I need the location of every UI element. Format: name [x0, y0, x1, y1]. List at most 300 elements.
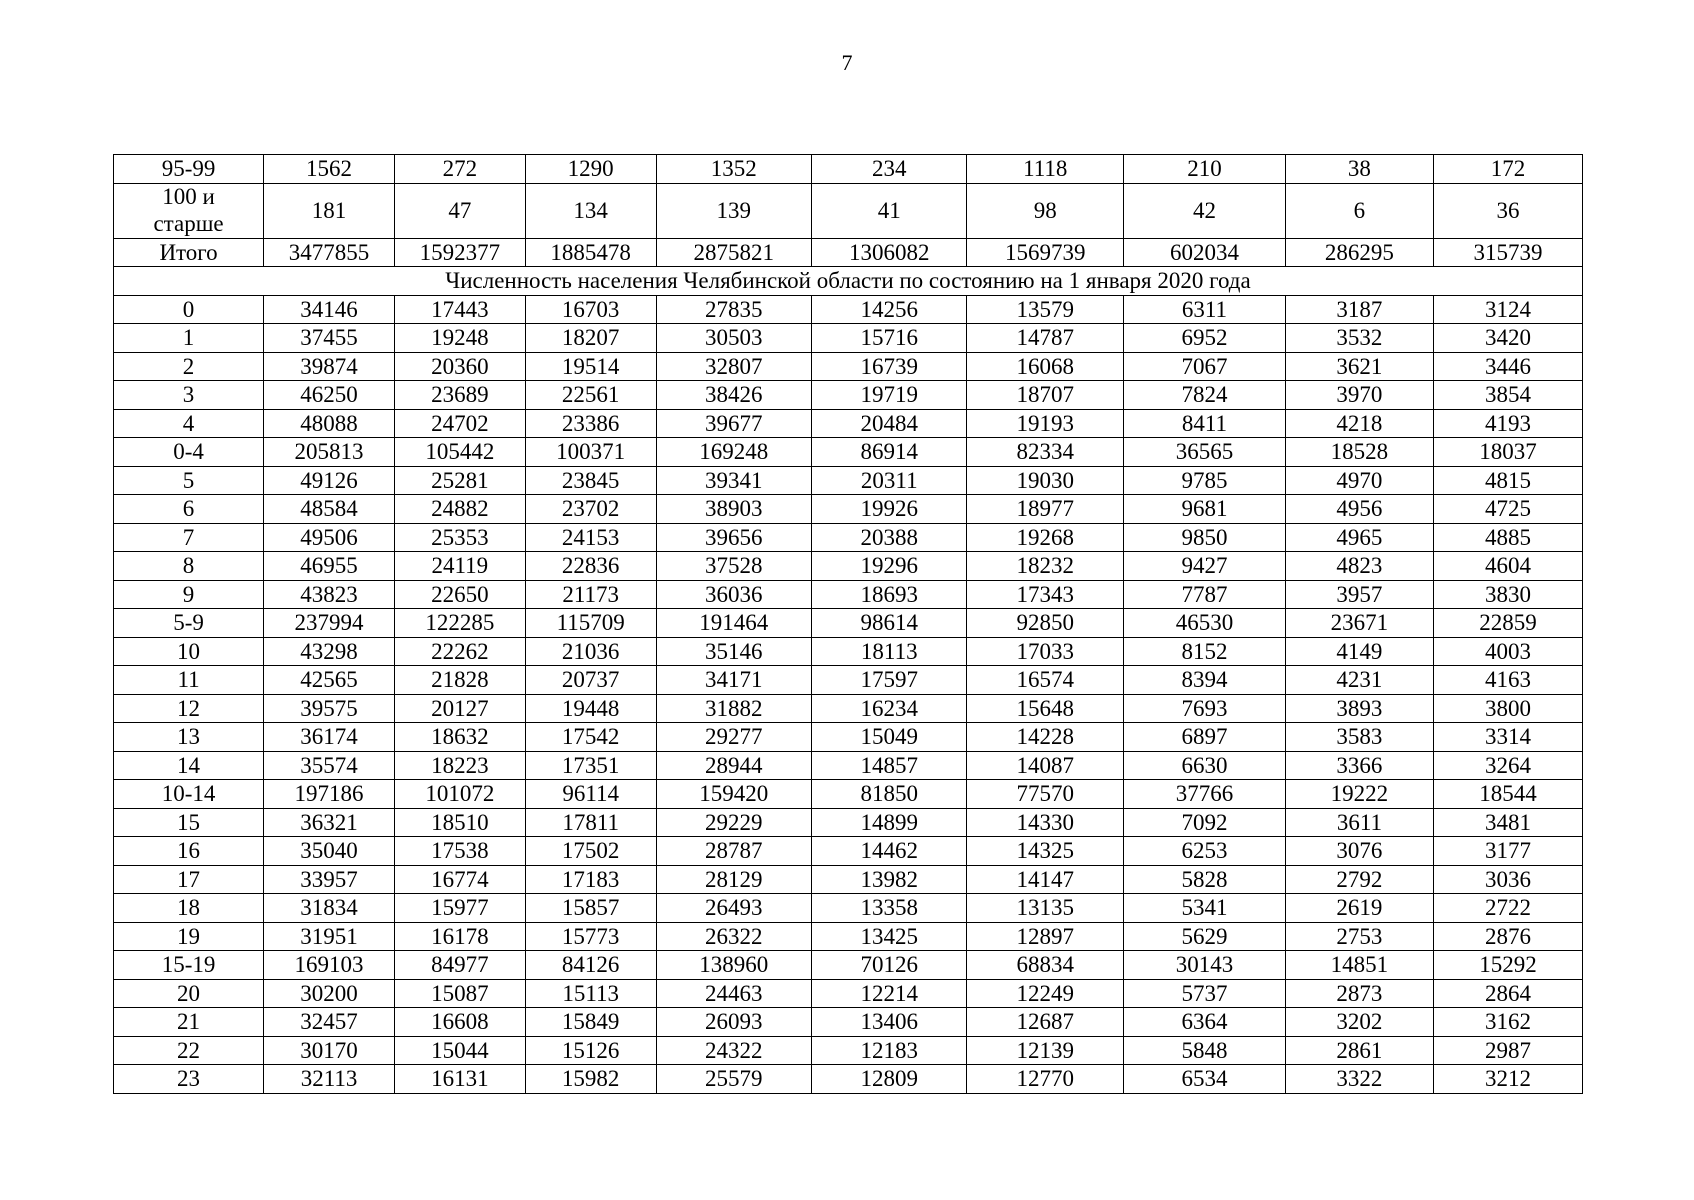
- table-cell: 4815: [1433, 466, 1582, 495]
- table-cell: 6630: [1124, 751, 1286, 780]
- table-cell: 82334: [967, 438, 1124, 467]
- table-cell: 24463: [656, 979, 811, 1008]
- table-cell: 30170: [264, 1036, 395, 1065]
- table-cell: 25353: [394, 523, 525, 552]
- table-cell: 77570: [967, 780, 1124, 809]
- table-cell: 17343: [967, 580, 1124, 609]
- row-label: 17: [114, 865, 264, 894]
- row-label: 16: [114, 837, 264, 866]
- table-cell: 4725: [1433, 495, 1582, 524]
- table-cell: 32113: [264, 1065, 395, 1094]
- table-cell: 4163: [1433, 666, 1582, 695]
- table-cell: 3124: [1433, 295, 1582, 324]
- table-row: [114, 1036, 1583, 1065]
- table-cell: 3957: [1285, 580, 1433, 609]
- table-cell: 23671: [1285, 609, 1433, 638]
- table-row: [114, 523, 1583, 552]
- table-cell: 22836: [525, 552, 656, 581]
- table-cell: 20737: [525, 666, 656, 695]
- table-cell: 31882: [656, 694, 811, 723]
- table-cell: 12214: [812, 979, 967, 1008]
- row-label: 22: [114, 1036, 264, 1065]
- table-cell: 18528: [1285, 438, 1433, 467]
- table-cell: 18510: [394, 808, 525, 837]
- table-cell: 3076: [1285, 837, 1433, 866]
- table-cell: 9785: [1124, 466, 1286, 495]
- table-cell: 17542: [525, 723, 656, 752]
- table-section-header: [114, 267, 1583, 296]
- table-cell: 24153: [525, 523, 656, 552]
- table-cell: 8152: [1124, 637, 1286, 666]
- table-row: [114, 552, 1583, 581]
- row-label: 4: [114, 409, 264, 438]
- table-cell: 115709: [525, 609, 656, 638]
- table-cell: 4823: [1285, 552, 1433, 581]
- table-cell: 234: [812, 155, 967, 184]
- table-cell: 16234: [812, 694, 967, 723]
- table-cell: 134: [525, 183, 656, 238]
- table-cell: 3830: [1433, 580, 1582, 609]
- table-cell: 3532: [1285, 324, 1433, 353]
- table-cell: 19268: [967, 523, 1124, 552]
- table-cell: 15049: [812, 723, 967, 752]
- table-cell: 3036: [1433, 865, 1582, 894]
- table-row: [114, 381, 1583, 410]
- table-cell: 18232: [967, 552, 1124, 581]
- table-cell: 42565: [264, 666, 395, 695]
- table-cell: 16608: [394, 1008, 525, 1037]
- table-cell: 1885478: [525, 238, 656, 267]
- table-cell: 98: [967, 183, 1124, 238]
- table-cell: 3893: [1285, 694, 1433, 723]
- row-label: 0-4: [114, 438, 264, 467]
- row-label: 10: [114, 637, 264, 666]
- table-cell: 100371: [525, 438, 656, 467]
- population-table: [113, 154, 1583, 1094]
- table-cell: 5848: [1124, 1036, 1286, 1065]
- table-cell: 23689: [394, 381, 525, 410]
- table-cell: 6311: [1124, 295, 1286, 324]
- row-label: Итого: [114, 238, 264, 267]
- table-cell: 19514: [525, 352, 656, 381]
- table-cell: 15126: [525, 1036, 656, 1065]
- table-cell: 3583: [1285, 723, 1433, 752]
- table-cell: 17033: [967, 637, 1124, 666]
- table-cell: 39341: [656, 466, 811, 495]
- table-row: [114, 609, 1583, 638]
- table-cell: 13135: [967, 894, 1124, 923]
- table-cell: 1352: [656, 155, 811, 184]
- table-cell: 15977: [394, 894, 525, 923]
- table-cell: 1306082: [812, 238, 967, 267]
- row-label: 12: [114, 694, 264, 723]
- table-cell: 6534: [1124, 1065, 1286, 1094]
- table-row: [114, 865, 1583, 894]
- table-row: [114, 894, 1583, 923]
- table-row: [114, 155, 1583, 184]
- table-cell: 159420: [656, 780, 811, 809]
- table-cell: 4003: [1433, 637, 1582, 666]
- table-cell: 16739: [812, 352, 967, 381]
- table-cell: 38: [1285, 155, 1433, 184]
- table-cell: 28129: [656, 865, 811, 894]
- table-cell: 3621: [1285, 352, 1433, 381]
- row-label: 2: [114, 352, 264, 381]
- table-cell: 14147: [967, 865, 1124, 894]
- table-cell: 1562: [264, 155, 395, 184]
- table-cell: 5737: [1124, 979, 1286, 1008]
- table-cell: 39575: [264, 694, 395, 723]
- table-cell: 84126: [525, 951, 656, 980]
- table-cell: 24882: [394, 495, 525, 524]
- row-label: 95-99: [114, 155, 264, 184]
- table-cell: 197186: [264, 780, 395, 809]
- table-cell: 19222: [1285, 780, 1433, 809]
- table-cell: 4965: [1285, 523, 1433, 552]
- table-cell: 15849: [525, 1008, 656, 1037]
- table-cell: 6364: [1124, 1008, 1286, 1037]
- table-row: [114, 409, 1583, 438]
- table-cell: 181: [264, 183, 395, 238]
- table-cell: 30200: [264, 979, 395, 1008]
- table-cell: 6952: [1124, 324, 1286, 353]
- table-cell: 17351: [525, 751, 656, 780]
- table-cell: 14256: [812, 295, 967, 324]
- table-cell: 6253: [1124, 837, 1286, 866]
- table-cell: 23386: [525, 409, 656, 438]
- table-cell: 3177: [1433, 837, 1582, 866]
- row-label: 3: [114, 381, 264, 410]
- table-cell: 27835: [656, 295, 811, 324]
- table-cell: 98614: [812, 609, 967, 638]
- table-cell: 3477855: [264, 238, 395, 267]
- table-cell: 68834: [967, 951, 1124, 980]
- row-label: 15-19: [114, 951, 264, 980]
- table-cell: 9427: [1124, 552, 1286, 581]
- table-cell: 2722: [1433, 894, 1582, 923]
- table-row: [114, 694, 1583, 723]
- table-cell: 18632: [394, 723, 525, 752]
- table-cell: 21173: [525, 580, 656, 609]
- table-cell: 602034: [1124, 238, 1286, 267]
- table-cell: 25281: [394, 466, 525, 495]
- table-cell: 36565: [1124, 438, 1286, 467]
- table-row: [114, 466, 1583, 495]
- table-cell: 101072: [394, 780, 525, 809]
- table-cell: 84977: [394, 951, 525, 980]
- table-cell: 1569739: [967, 238, 1124, 267]
- table-cell: 15716: [812, 324, 967, 353]
- table-cell: 26493: [656, 894, 811, 923]
- table-cell: 32807: [656, 352, 811, 381]
- table-cell: 13579: [967, 295, 1124, 324]
- table-cell: 9850: [1124, 523, 1286, 552]
- table-cell: 48584: [264, 495, 395, 524]
- table-cell: 21828: [394, 666, 525, 695]
- table-cell: 1290: [525, 155, 656, 184]
- table-cell: 3264: [1433, 751, 1582, 780]
- table-cell: 17443: [394, 295, 525, 324]
- table-row: [114, 837, 1583, 866]
- table-cell: 32457: [264, 1008, 395, 1037]
- table-cell: 2876: [1433, 922, 1582, 951]
- table-cell: 42: [1124, 183, 1286, 238]
- row-label: 9: [114, 580, 264, 609]
- table-cell: 18707: [967, 381, 1124, 410]
- table-cell: 14087: [967, 751, 1124, 780]
- table-cell: 4149: [1285, 637, 1433, 666]
- table-cell: 14462: [812, 837, 967, 866]
- table-cell: 37528: [656, 552, 811, 581]
- table-cell: 46530: [1124, 609, 1286, 638]
- row-label: 23: [114, 1065, 264, 1094]
- table-row: [114, 1008, 1583, 1037]
- table-cell: 315739: [1433, 238, 1582, 267]
- table-cell: 26322: [656, 922, 811, 951]
- table-cell: 5341: [1124, 894, 1286, 923]
- table-cell: 30503: [656, 324, 811, 353]
- table-cell: 7693: [1124, 694, 1286, 723]
- table-cell: 36036: [656, 580, 811, 609]
- table-cell: 20388: [812, 523, 967, 552]
- table-cell: 19296: [812, 552, 967, 581]
- table-cell: 25579: [656, 1065, 811, 1094]
- table-cell: 18223: [394, 751, 525, 780]
- table-cell: 16703: [525, 295, 656, 324]
- table-cell: 36321: [264, 808, 395, 837]
- table-cell: 3322: [1285, 1065, 1433, 1094]
- table-cell: 2619: [1285, 894, 1433, 923]
- row-label: 10-14: [114, 780, 264, 809]
- table-cell: 12139: [967, 1036, 1124, 1065]
- table-cell: 7092: [1124, 808, 1286, 837]
- table-cell: 48088: [264, 409, 395, 438]
- table-cell: 18977: [967, 495, 1124, 524]
- table-cell: 17502: [525, 837, 656, 866]
- table-cell: 16574: [967, 666, 1124, 695]
- table-cell: 14851: [1285, 951, 1433, 980]
- table-cell: 138960: [656, 951, 811, 980]
- table-cell: 46250: [264, 381, 395, 410]
- table-cell: 7824: [1124, 381, 1286, 410]
- table-row: [114, 580, 1583, 609]
- table-cell: 38903: [656, 495, 811, 524]
- table-cell: 2753: [1285, 922, 1433, 951]
- table-cell: 38426: [656, 381, 811, 410]
- table-cell: 286295: [1285, 238, 1433, 267]
- table-cell: 12897: [967, 922, 1124, 951]
- table-cell: 7787: [1124, 580, 1286, 609]
- table-cell: 4231: [1285, 666, 1433, 695]
- table-cell: 14857: [812, 751, 967, 780]
- table-cell: 13406: [812, 1008, 967, 1037]
- table-cell: 169103: [264, 951, 395, 980]
- row-label: 0: [114, 295, 264, 324]
- table-cell: 35040: [264, 837, 395, 866]
- table-cell: 41: [812, 183, 967, 238]
- row-label: 6: [114, 495, 264, 524]
- table-cell: 8394: [1124, 666, 1286, 695]
- table-cell: 18113: [812, 637, 967, 666]
- table-cell: 20311: [812, 466, 967, 495]
- table-cell: 12770: [967, 1065, 1124, 1094]
- table-cell: 14899: [812, 808, 967, 837]
- table-cell: 16774: [394, 865, 525, 894]
- table-cell: 33957: [264, 865, 395, 894]
- table-cell: 17811: [525, 808, 656, 837]
- table-cell: 22262: [394, 637, 525, 666]
- table-cell: 4956: [1285, 495, 1433, 524]
- table-cell: 4970: [1285, 466, 1433, 495]
- table-cell: 24702: [394, 409, 525, 438]
- table-cell: 17538: [394, 837, 525, 866]
- row-label: 13: [114, 723, 264, 752]
- table-cell: 13982: [812, 865, 967, 894]
- table-cell: 22859: [1433, 609, 1582, 638]
- table-cell: 15773: [525, 922, 656, 951]
- table-cell: 15292: [1433, 951, 1582, 980]
- table-row: [114, 324, 1583, 353]
- table-cell: 2873: [1285, 979, 1433, 1008]
- table-cell: 26093: [656, 1008, 811, 1037]
- table-cell: 49126: [264, 466, 395, 495]
- table-cell: 13358: [812, 894, 967, 923]
- table-cell: 4218: [1285, 409, 1433, 438]
- table-cell: 13425: [812, 922, 967, 951]
- table-row: [114, 666, 1583, 695]
- table-cell: 7067: [1124, 352, 1286, 381]
- table-cell: 24119: [394, 552, 525, 581]
- table-cell: 36174: [264, 723, 395, 752]
- row-label: 8: [114, 552, 264, 581]
- table-cell: 47: [394, 183, 525, 238]
- table-cell: 6: [1285, 183, 1433, 238]
- table-cell: 46955: [264, 552, 395, 581]
- table-cell: 12183: [812, 1036, 967, 1065]
- table-row: [114, 951, 1583, 980]
- table-cell: 210: [1124, 155, 1286, 184]
- table-row: [114, 352, 1583, 381]
- table-cell: 21036: [525, 637, 656, 666]
- table-cell: 70126: [812, 951, 967, 980]
- section-title-row: [114, 267, 1583, 296]
- table-cell: 30143: [1124, 951, 1286, 980]
- table-cell: 6897: [1124, 723, 1286, 752]
- table-cell: 29229: [656, 808, 811, 837]
- table-cell: 28787: [656, 837, 811, 866]
- table-cell: 15648: [967, 694, 1124, 723]
- table-cell: 2864: [1433, 979, 1582, 1008]
- row-label: 20: [114, 979, 264, 1008]
- table-cell: 172: [1433, 155, 1582, 184]
- table-cell: 1592377: [394, 238, 525, 267]
- table-cell: 37766: [1124, 780, 1286, 809]
- table-cell: 86914: [812, 438, 967, 467]
- row-label: 14: [114, 751, 264, 780]
- table-cell: 29277: [656, 723, 811, 752]
- table-main-section: [114, 295, 1583, 1093]
- table-row: [114, 751, 1583, 780]
- table-cell: 15113: [525, 979, 656, 1008]
- table-cell: 17183: [525, 865, 656, 894]
- row-label: 5: [114, 466, 264, 495]
- table-cell: 2987: [1433, 1036, 1582, 1065]
- table-row: [114, 780, 1583, 809]
- row-label: 1: [114, 324, 264, 353]
- table-row: [114, 979, 1583, 1008]
- table-row: [114, 183, 1583, 238]
- table-cell: 23702: [525, 495, 656, 524]
- table-cell: 3212: [1433, 1065, 1582, 1094]
- table-cell: 12687: [967, 1008, 1124, 1037]
- row-label: 19: [114, 922, 264, 951]
- table-cell: 18693: [812, 580, 967, 609]
- table-cell: 3162: [1433, 1008, 1582, 1037]
- table-cell: 191464: [656, 609, 811, 638]
- row-label: 11: [114, 666, 264, 695]
- row-label: 21: [114, 1008, 264, 1037]
- table-cell: 20484: [812, 409, 967, 438]
- table-cell: 14325: [967, 837, 1124, 866]
- table-cell: 14228: [967, 723, 1124, 752]
- table-row: [114, 238, 1583, 267]
- table-cell: 20127: [394, 694, 525, 723]
- table-cell: 15982: [525, 1065, 656, 1094]
- table-cell: 12809: [812, 1065, 967, 1094]
- table-cell: 12249: [967, 979, 1124, 1008]
- table-cell: 3187: [1285, 295, 1433, 324]
- table-cell: 31834: [264, 894, 395, 923]
- table-cell: 1118: [967, 155, 1124, 184]
- table-cell: 205813: [264, 438, 395, 467]
- table-row: [114, 1065, 1583, 1094]
- table-cell: 105442: [394, 438, 525, 467]
- row-label: 15: [114, 808, 264, 837]
- table-cell: 4604: [1433, 552, 1582, 581]
- table-cell: 39677: [656, 409, 811, 438]
- table-top-section: [114, 155, 1583, 267]
- table-cell: 15044: [394, 1036, 525, 1065]
- table-cell: 36: [1433, 183, 1582, 238]
- table-cell: 37455: [264, 324, 395, 353]
- table-cell: 4885: [1433, 523, 1582, 552]
- table-cell: 23845: [525, 466, 656, 495]
- table-cell: 3970: [1285, 381, 1433, 410]
- row-label: 100 и старше: [114, 183, 264, 238]
- table-row: [114, 495, 1583, 524]
- table-cell: 5629: [1124, 922, 1286, 951]
- table-cell: 39874: [264, 352, 395, 381]
- table-cell: 3854: [1433, 381, 1582, 410]
- table-cell: 3611: [1285, 808, 1433, 837]
- table-cell: 31951: [264, 922, 395, 951]
- table-cell: 2792: [1285, 865, 1433, 894]
- table-cell: 122285: [394, 609, 525, 638]
- table-cell: 5828: [1124, 865, 1286, 894]
- table-cell: 139: [656, 183, 811, 238]
- table-cell: 43298: [264, 637, 395, 666]
- page-number: 7: [841, 50, 853, 75]
- table-cell: 28944: [656, 751, 811, 780]
- table-cell: 16068: [967, 352, 1124, 381]
- table-cell: 22561: [525, 381, 656, 410]
- table-cell: 169248: [656, 438, 811, 467]
- table-cell: 237994: [264, 609, 395, 638]
- table-cell: 9681: [1124, 495, 1286, 524]
- table-cell: 3314: [1433, 723, 1582, 752]
- table-row: [114, 637, 1583, 666]
- table-row: [114, 808, 1583, 837]
